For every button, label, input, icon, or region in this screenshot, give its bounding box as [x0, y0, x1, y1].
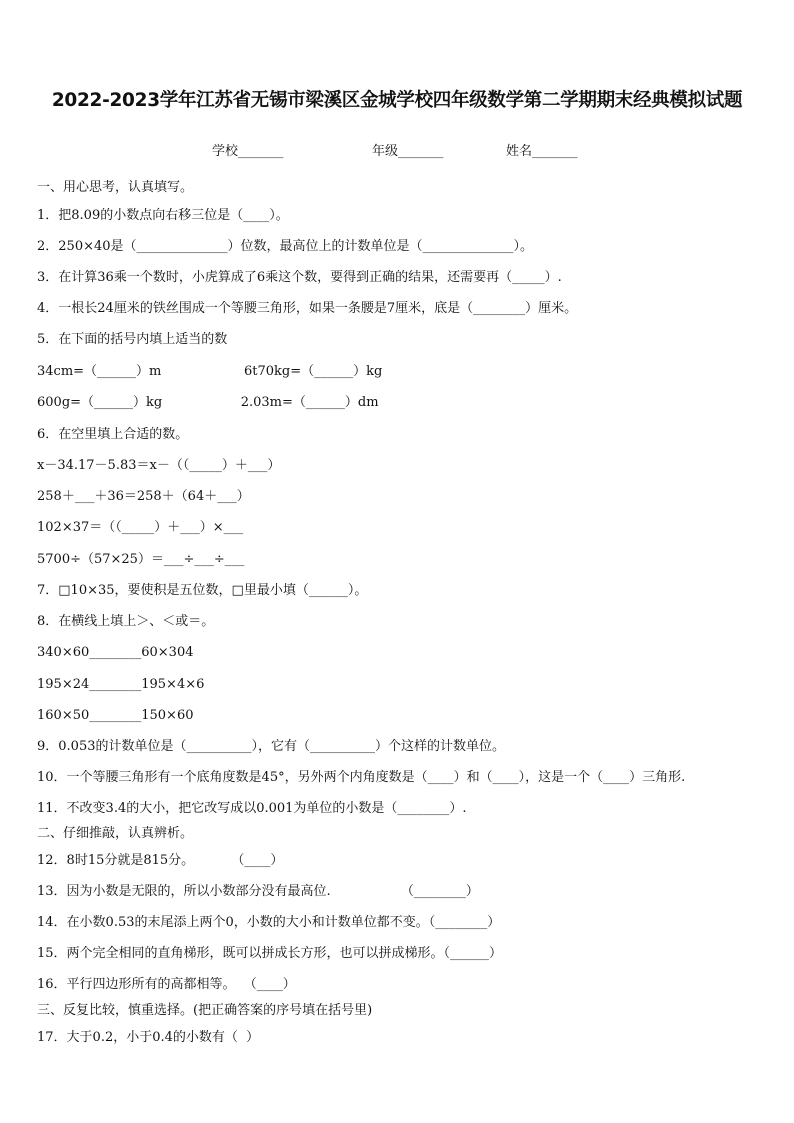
question-6-row-3: 102×37＝（（_____）＋___）×___	[37, 520, 244, 535]
question-8-row-1: 340×60________60×304	[37, 645, 194, 660]
question-11: 11．不改变3.4的大小，把它改写成以0.001为单位的小数是（________）.	[37, 801, 467, 816]
section-2-heading: 二、仔细推敲，认真辨析。	[37, 826, 194, 841]
question-6-row-2: 258＋___＋36＝258＋（64＋___）	[37, 489, 250, 504]
question-5: 5．在下面的括号内填上适当的数	[37, 332, 228, 347]
question-3: 3．在计算36乘一个数时，小虎算成了6乘这个数，要得到正确的结果，还需要再（_____）.	[37, 270, 562, 285]
question-12: 12．8时15分就是815分。 （____）	[37, 853, 284, 868]
section-1-heading: 一、用心思考，认真填写。	[37, 180, 194, 195]
question-5-row-2: 600g=（______）kg 2.03m=（______）dm	[37, 395, 379, 410]
question-17: 17．大于0.2，小于0.4的小数有（ ）	[37, 1030, 260, 1045]
question-8-row-3: 160×50________150×60	[37, 708, 194, 723]
question-1: 1．把8.09的小数点向右移三位是（____）。	[37, 208, 289, 223]
question-8-row-2: 195×24________195×4×6	[37, 677, 205, 692]
school-field: 学校_______	[212, 144, 284, 159]
question-6-row-1: x－34.17－5.83＝x－（（_____）＋___）	[37, 458, 281, 473]
question-10: 10．一个等腰三角形有一个底角度数是45°，另外两个内角度数是（____）和（____），这是一个（____）三角形.	[37, 770, 686, 785]
question-16: 16．平行四边形所有的高都相等。 （____）	[37, 977, 296, 992]
question-4: 4．一根长24厘米的铁丝围成一个等腰三角形，如果一条腰是7厘米，底是（________）厘米。	[37, 301, 578, 316]
question-2: 2．250×40是（______________）位数，最高位上的计数单位是（______________）。	[37, 239, 534, 254]
page-title: 2022-2023学年江苏省无锡市梁溪区金城学校四年级数学第二学期期末经典模拟试题	[51, 90, 743, 111]
question-5-row-1: 34cm=（______）m 6t70kg=（______）kg	[37, 364, 383, 379]
question-13: 13．因为小数是无限的，所以小数部分没有最高位. （________）	[37, 884, 479, 899]
question-6-row-4: 5700÷（57×25）＝___÷___÷___	[37, 552, 245, 567]
grade-field: 年级_______	[372, 144, 444, 159]
question-6: 6．在空里填上合适的数。	[37, 427, 189, 442]
question-15: 15．两个完全相同的直角梯形，既可以拼成长方形，也可以拼成梯形。（______）	[37, 946, 503, 961]
question-8: 8．在横线上填上＞、＜或＝。	[37, 614, 215, 629]
question-9: 9．0.053的计数单位是（__________），它有（__________）个这样的计数单位。	[37, 739, 505, 754]
question-7: 7．□10×35，要使积是五位数，□里最小填（______）。	[37, 583, 368, 598]
question-14: 14．在小数0.53的末尾添上两个0，小数的大小和计数单位都不变。（________）	[37, 915, 501, 930]
section-3-heading: 三、反复比较，慎重选择。(把正确答案的序号填在括号里)	[37, 1003, 373, 1018]
name-field: 姓名_______	[506, 144, 578, 159]
